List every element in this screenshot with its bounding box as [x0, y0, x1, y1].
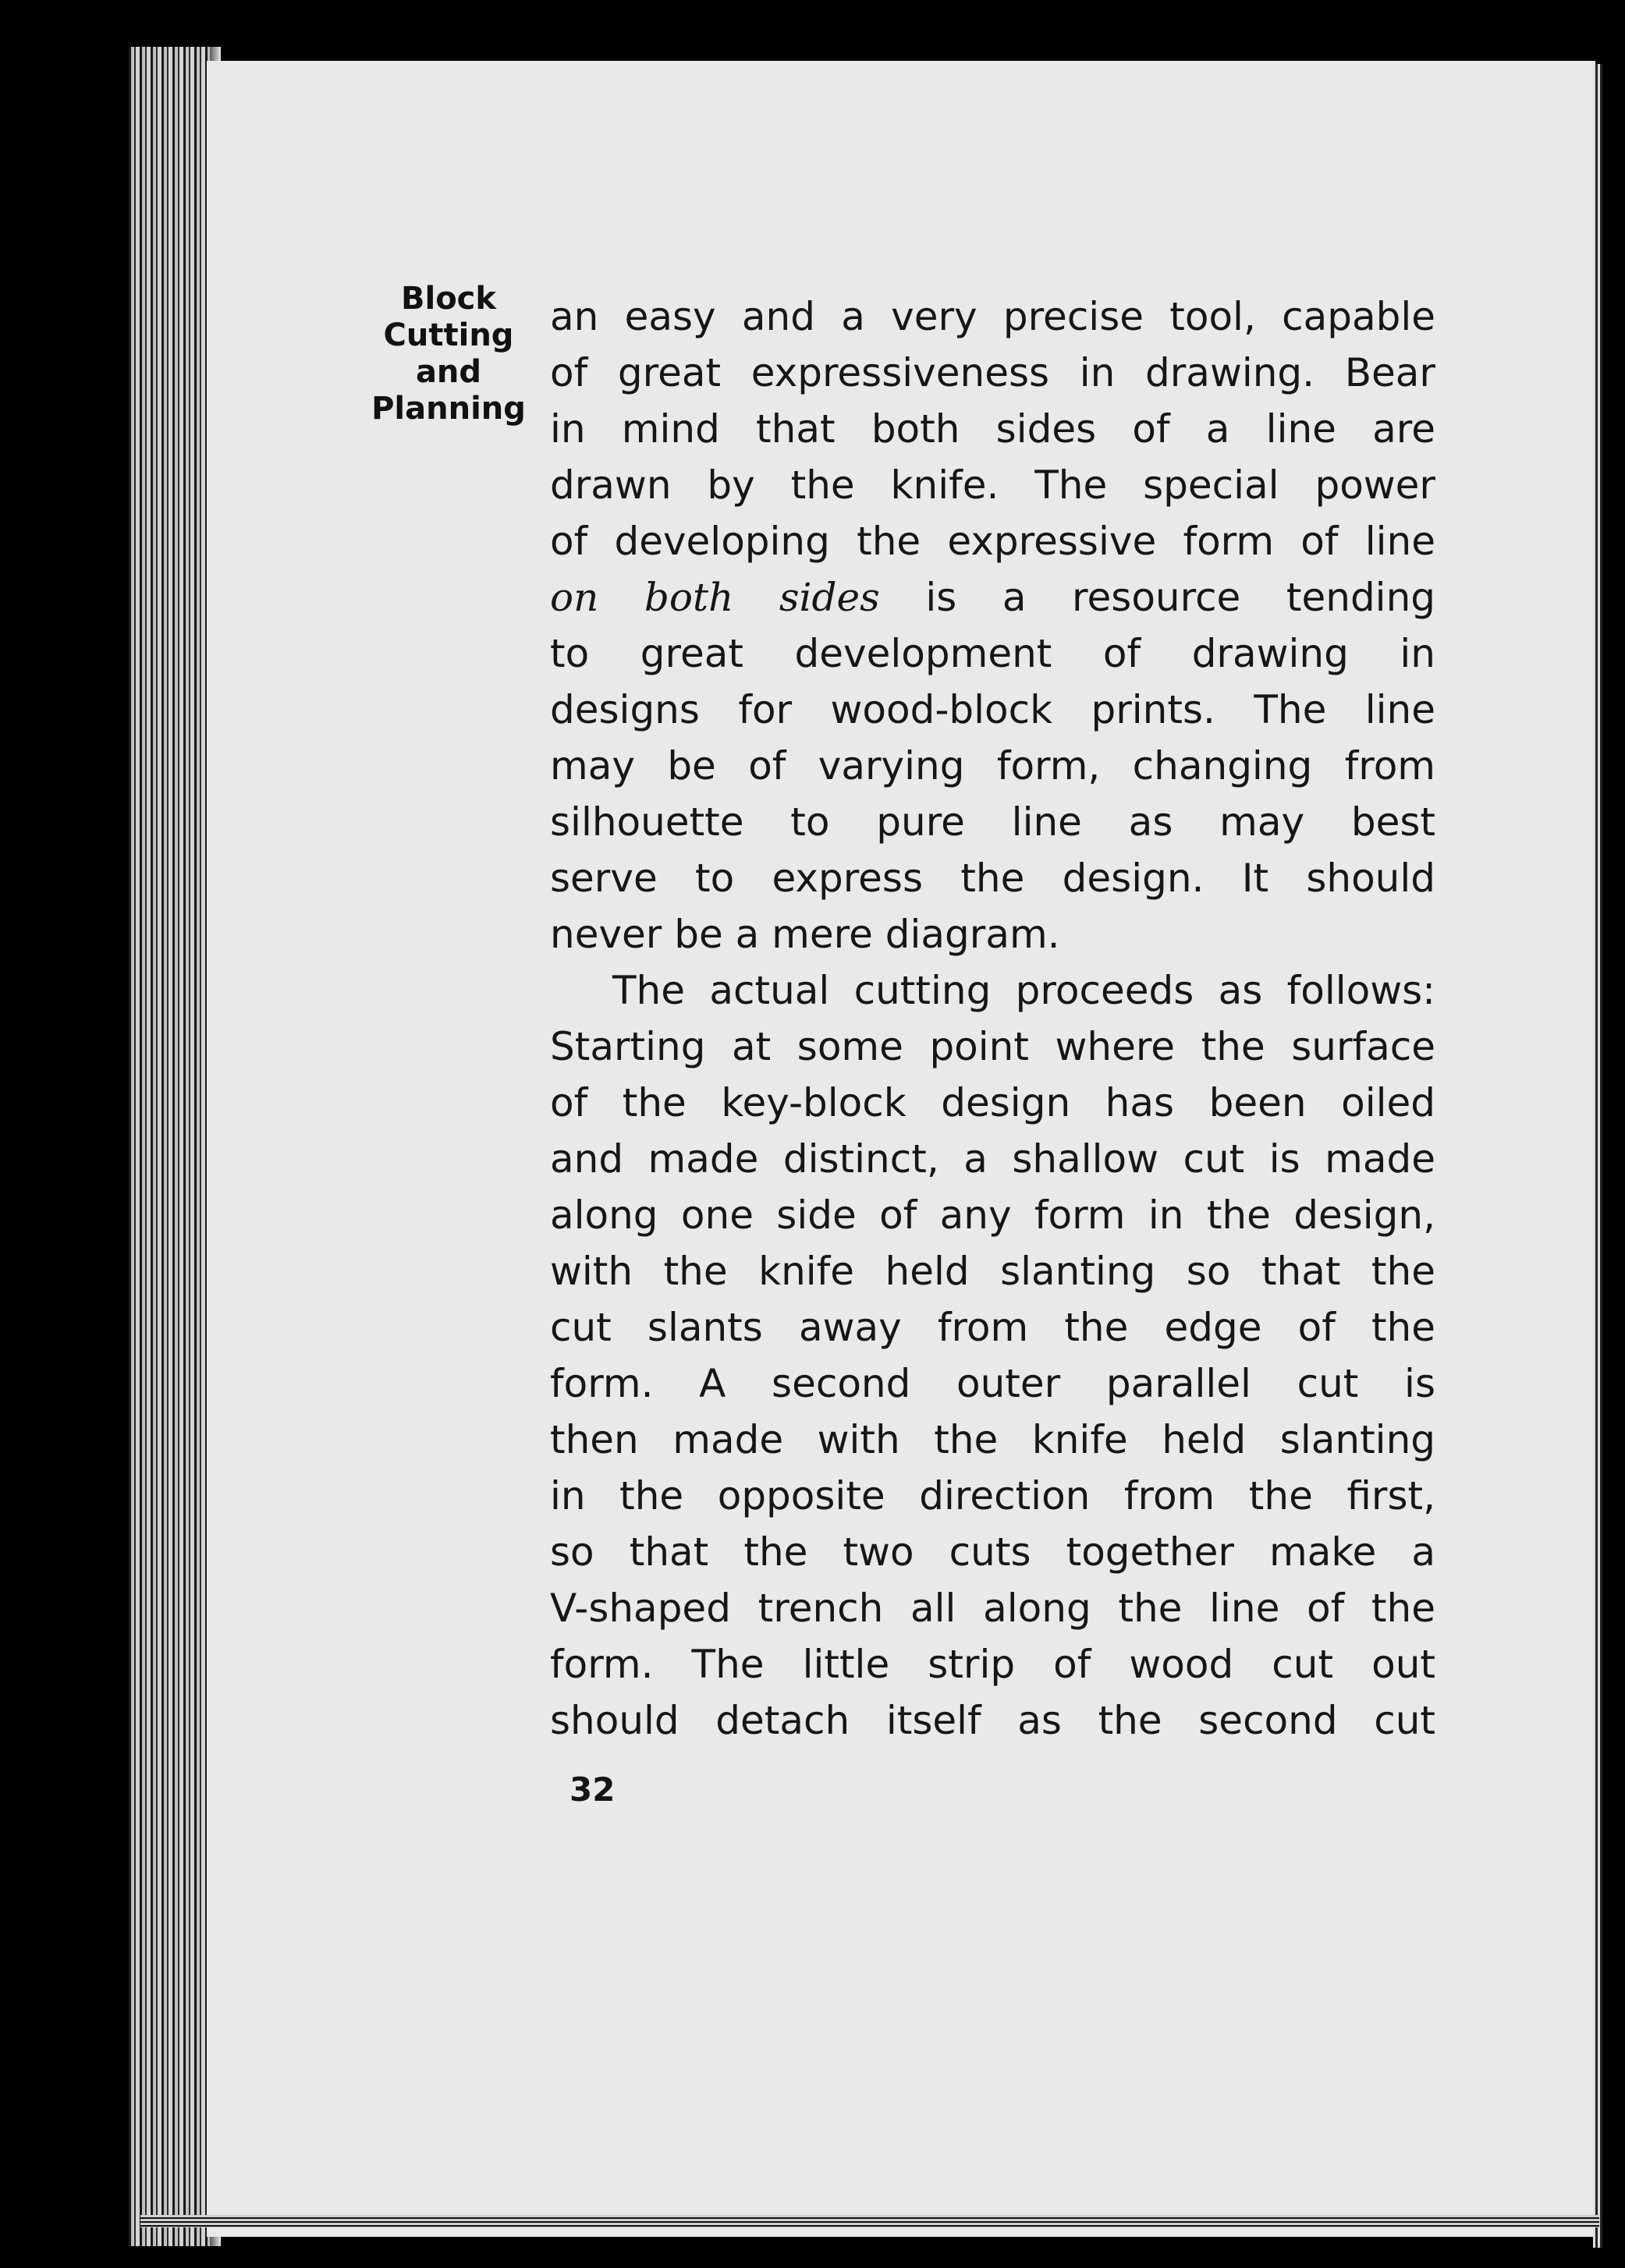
- text-line: so that the two cuts together make a: [550, 1529, 1435, 1575]
- text-line: of the key-block design has been oiled: [550, 1080, 1435, 1125]
- text-line: silhouette to pure line as may best: [550, 799, 1435, 845]
- margin-heading-line: Block: [401, 281, 496, 317]
- margin-heading: [355, 281, 542, 427]
- text-line: in the opposite direction from the first,: [550, 1473, 1435, 1518]
- text-line: serve to express the design. It should: [550, 856, 1435, 901]
- text-line: should detach itself as the second cut: [550, 1698, 1435, 1743]
- text-line: and made distinct, a shallow cut is made: [550, 1136, 1435, 1182]
- page-edge-right: [1593, 64, 1602, 2248]
- text-line: along one side of any form in the design,: [550, 1192, 1435, 1238]
- text-line: of developing the expressive form of line: [550, 519, 1435, 564]
- text-line: then made with the knife held slanting: [550, 1417, 1435, 1462]
- text-run: is a resource tending: [879, 575, 1436, 620]
- margin-heading-line: and: [415, 354, 482, 390]
- margin-heading-line: Planning: [371, 391, 526, 427]
- text-line: in mind that both sides of a line are: [550, 406, 1435, 452]
- text-line: drawn by the knife. The special power: [550, 462, 1435, 508]
- page-number: 32: [569, 1770, 616, 1809]
- text-line: form. The little strip of wood cut out: [550, 1642, 1435, 1687]
- text-line: cut slants away from the edge of the: [550, 1305, 1435, 1350]
- text-line: with the knife held slanting so that the: [550, 1249, 1435, 1294]
- text-line: form. A second outer parallel cut is: [550, 1361, 1435, 1406]
- text-line: an easy and a very precise tool, capable: [550, 294, 1435, 339]
- text-line: never be a mere diagram.: [550, 912, 1060, 957]
- text-line: designs for wood-block prints. The line: [550, 687, 1435, 732]
- text-line: may be of varying form, changing from: [550, 743, 1435, 788]
- text-line: V-shaped trench all along the line of the: [550, 1586, 1435, 1631]
- page-edge-left: [129, 47, 215, 2246]
- text-line: of great expressiveness in drawing. Bear: [550, 350, 1435, 395]
- page-edge-bottom: [140, 2215, 1599, 2227]
- text-line: The actual cutting proceeds as follows:: [612, 968, 1435, 1013]
- margin-heading-line: Cutting: [383, 317, 514, 353]
- text-line: to great development of drawing in: [550, 631, 1435, 676]
- body-text: [550, 289, 1435, 1749]
- emphasis-text: on both sides: [550, 575, 880, 620]
- text-line: [550, 569, 1435, 625]
- text-line: Starting at some point where the surface: [550, 1024, 1435, 1069]
